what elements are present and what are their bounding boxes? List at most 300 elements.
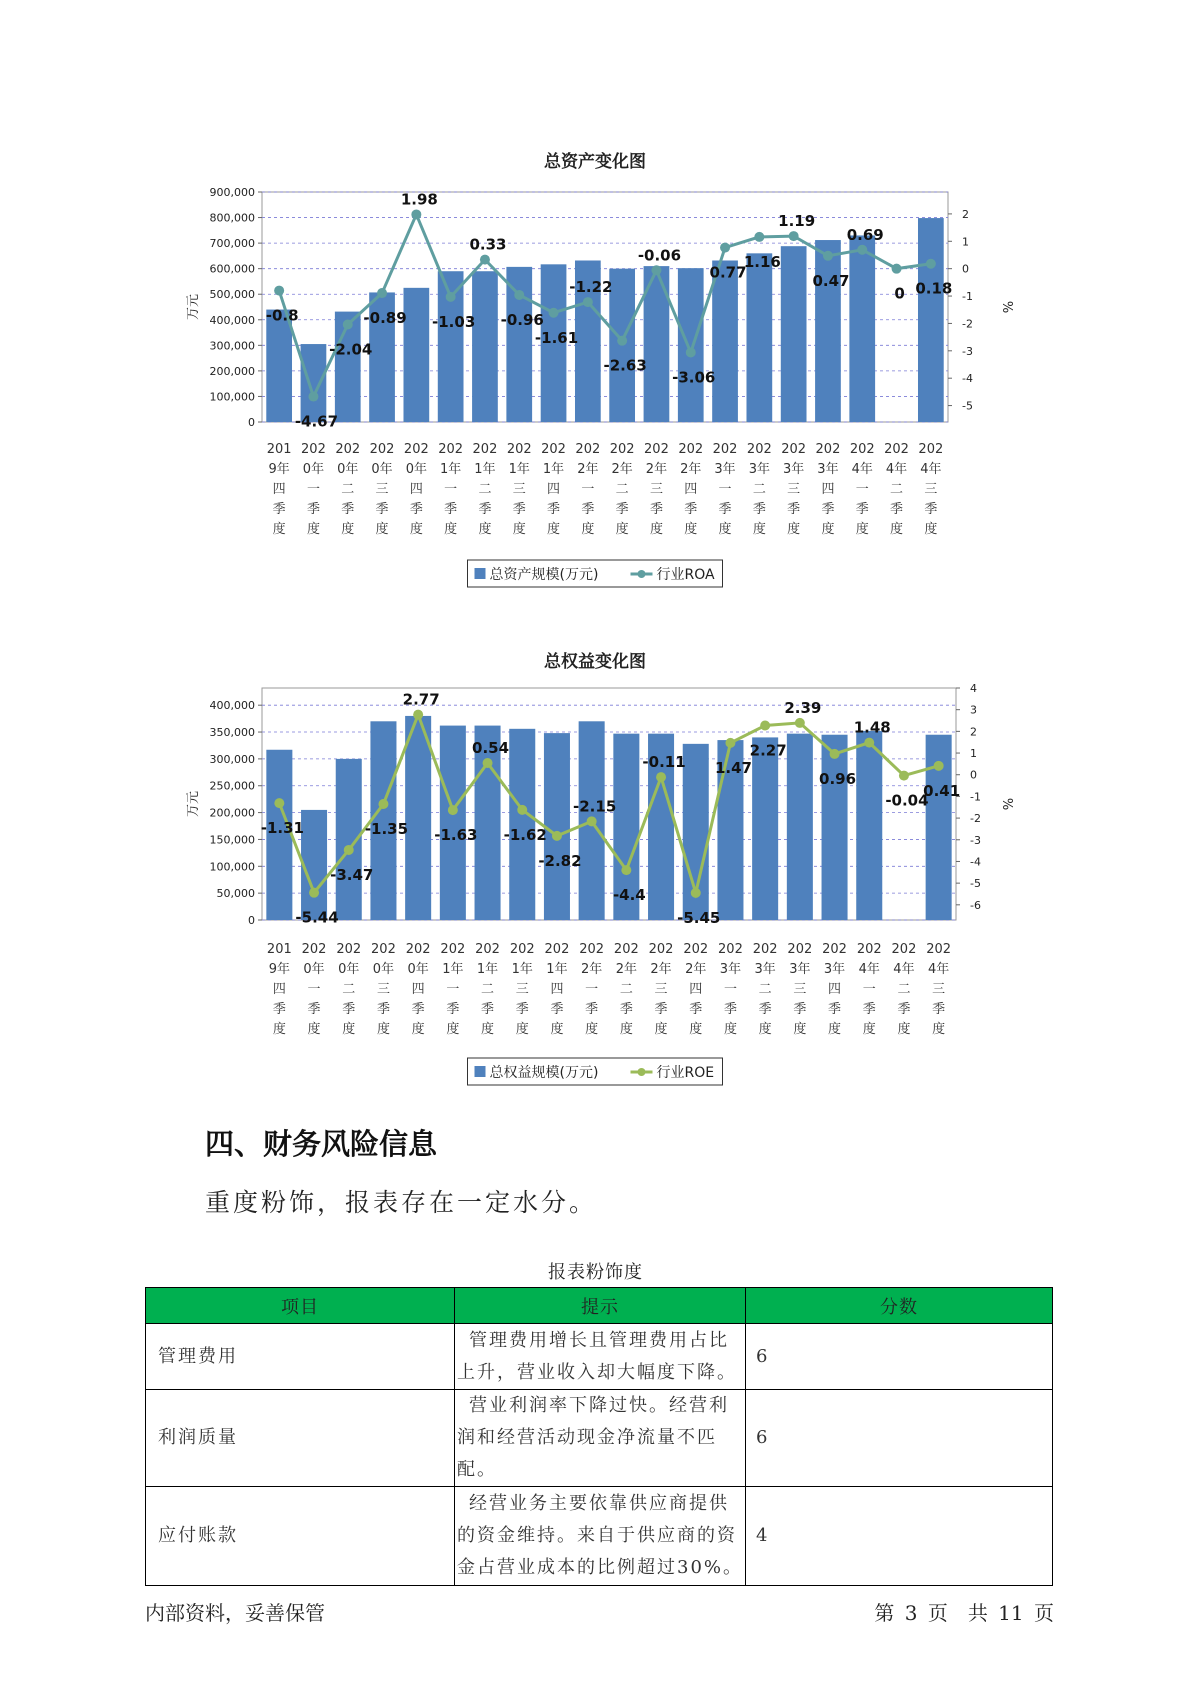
x-tick-label: 202 — [787, 942, 813, 957]
x-tick-label: 度 — [342, 1022, 356, 1037]
data-label: -0.89 — [363, 309, 407, 328]
x-tick-label: 2年 — [581, 962, 603, 977]
x-tick-label: 202 — [405, 942, 431, 957]
data-label: -1.22 — [569, 278, 613, 297]
chart-title: 总资产变化图 — [544, 152, 646, 172]
data-label: -5.44 — [295, 908, 339, 927]
bar — [266, 310, 292, 422]
data-label: -0.04 — [885, 791, 929, 810]
data-label: 2.27 — [749, 741, 787, 760]
x-tick-label: 度 — [649, 522, 663, 537]
x-tick-label: 季 — [619, 1002, 633, 1017]
y-tick-label: 50,000 — [216, 887, 255, 901]
total-equity-chart-svg — [0, 640, 1191, 1090]
x-tick-label: 季 — [684, 502, 698, 517]
data-label: 0.47 — [812, 271, 850, 290]
x-tick-label: 3年 — [714, 462, 736, 477]
x-tick-label: 2年 — [615, 962, 637, 977]
x-tick-label: 4年 — [858, 962, 880, 977]
x-tick-label: 202 — [541, 442, 566, 457]
bar — [712, 260, 738, 422]
legend-label-bar: 总资产规模(万元) — [489, 567, 599, 583]
data-label: 1.47 — [714, 758, 752, 777]
x-tick-label: 度 — [411, 1022, 425, 1037]
data-label: 2.77 — [402, 690, 440, 709]
x-tick-label: 季 — [821, 502, 835, 517]
x-tick-label: 度 — [821, 522, 835, 537]
x-tick-label: 202 — [403, 442, 429, 457]
y-tick-label: 200,000 — [209, 364, 255, 378]
bar — [849, 235, 875, 422]
x-tick-label: 四 — [550, 982, 564, 997]
line-point — [587, 816, 597, 826]
y2-axis-label: % — [999, 797, 1014, 811]
data-label: -5.45 — [677, 908, 721, 927]
total-assets-chart — [0, 140, 1191, 590]
x-tick-label: 0年 — [337, 462, 359, 477]
row-score: 6 — [746, 1390, 1053, 1487]
line-point — [892, 264, 902, 274]
x-tick-label: 202 — [746, 442, 772, 457]
line-point — [934, 761, 944, 771]
x-tick-label: 4年 — [920, 462, 942, 477]
y-tick-label: 400,000 — [209, 699, 255, 713]
x-tick-label: 度 — [512, 522, 526, 537]
x-tick-label: 3年 — [783, 462, 805, 477]
header-score: 分数 — [746, 1288, 1053, 1324]
line-point — [480, 255, 490, 265]
bar — [509, 729, 535, 920]
data-label: 2.39 — [784, 698, 822, 717]
x-tick-label: 0年 — [407, 962, 429, 977]
x-tick-label: 202 — [718, 942, 743, 957]
x-tick-label: 季 — [409, 502, 423, 517]
x-tick-label: 202 — [678, 442, 704, 457]
table-caption: 报表粉饰度 — [548, 1262, 643, 1283]
line-point — [725, 738, 735, 748]
line-point — [343, 320, 353, 330]
row-hint: 营业利润率下降过快。经营利润和经营活动现金净流量不匹配。 — [455, 1390, 746, 1487]
row-item: 管理费用 — [146, 1324, 455, 1390]
y2-tick-label: 3 — [970, 703, 977, 717]
x-tick-label: 度 — [547, 522, 561, 537]
x-tick-label: 度 — [306, 522, 320, 537]
x-tick-label: 季 — [446, 1002, 460, 1017]
x-tick-label: 度 — [550, 1022, 564, 1037]
x-tick-label: 202 — [506, 442, 532, 457]
x-tick-label: 一 — [446, 982, 460, 997]
bar — [472, 271, 498, 422]
data-label: 0.41 — [923, 781, 961, 800]
line-point — [621, 865, 631, 875]
x-tick-label: 季 — [307, 1002, 321, 1017]
x-tick-label: 1年 — [440, 462, 462, 477]
total-equity-chart — [0, 640, 1191, 1090]
x-tick-label: 季 — [654, 1002, 668, 1017]
x-tick-label: 一 — [723, 982, 737, 997]
data-label: 1.19 — [778, 212, 816, 231]
x-tick-label: 202 — [822, 942, 847, 957]
x-tick-label: 二 — [341, 482, 355, 497]
x-tick-label: 202 — [644, 442, 669, 457]
x-tick-label: 度 — [615, 522, 629, 537]
line-point — [720, 243, 730, 253]
y2-tick-label: -2 — [970, 812, 981, 826]
legend-swatch-point — [638, 1068, 646, 1076]
row-hint: 经营业务主要依靠供应商提供的资金维持。来自于供应商的资金占营业成本的比例超过30%。 — [455, 1487, 746, 1586]
x-tick-label: 3年 — [789, 962, 811, 977]
y-tick-label: 200,000 — [209, 806, 255, 820]
x-tick-label: 季 — [855, 502, 869, 517]
x-tick-label: 季 — [581, 502, 595, 517]
x-tick-label: 一 — [862, 982, 876, 997]
x-tick-label: 202 — [815, 442, 841, 457]
x-tick-label: 度 — [376, 1022, 390, 1037]
x-tick-label: 202 — [613, 942, 639, 957]
x-tick-label: 度 — [444, 522, 458, 537]
x-tick-label: 202 — [438, 442, 464, 457]
x-tick-label: 季 — [512, 502, 526, 517]
data-label: -1.61 — [534, 328, 579, 347]
data-label: -2.04 — [329, 340, 373, 359]
x-tick-label: 202 — [648, 942, 674, 957]
x-tick-label: 季 — [787, 502, 801, 517]
line-point — [795, 718, 805, 728]
line-point — [514, 290, 524, 300]
data-label: -3.06 — [672, 368, 716, 387]
x-tick-label: 度 — [828, 1022, 842, 1037]
x-tick-label: 202 — [683, 942, 709, 957]
x-tick-label: 202 — [371, 942, 396, 957]
x-tick-label: 202 — [849, 442, 875, 457]
bar — [787, 734, 813, 920]
x-tick-label: 季 — [890, 502, 904, 517]
row-item: 利润质量 — [146, 1390, 455, 1487]
line-point — [651, 265, 661, 275]
x-tick-label: 三 — [654, 982, 668, 997]
section-title: 四、财务风险信息 — [205, 1127, 438, 1161]
x-tick-label: 季 — [828, 1002, 842, 1017]
x-tick-label: 季 — [723, 1002, 737, 1017]
x-tick-label: 度 — [446, 1022, 460, 1037]
x-tick-label: 一 — [307, 982, 321, 997]
x-tick-label: 1年 — [476, 962, 499, 977]
y2-tick-label: 4 — [970, 682, 977, 695]
legend-label-bar: 总权益规模(万元) — [489, 1065, 599, 1081]
x-tick-label: 2年 — [577, 462, 599, 477]
x-tick-label: 度 — [855, 522, 869, 537]
x-tick-label: 202 — [752, 942, 778, 957]
line-point — [760, 721, 770, 731]
x-tick-label: 3年 — [823, 962, 846, 977]
line-point — [378, 799, 388, 809]
x-tick-label: 二 — [481, 982, 495, 997]
line-point — [691, 888, 701, 898]
bar — [405, 716, 431, 920]
x-tick-label: 度 — [585, 1022, 599, 1037]
data-label: -1.03 — [432, 312, 476, 331]
y2-tick-label: -4 — [970, 855, 981, 869]
x-tick-label: 202 — [336, 942, 362, 957]
y-tick-label: 600,000 — [209, 262, 255, 276]
y-tick-label: 0 — [248, 416, 255, 429]
footer-note: 内部资料，妥善保管 — [145, 1601, 325, 1625]
x-tick-label: 201 — [266, 942, 292, 957]
data-label: -2.15 — [573, 797, 617, 816]
x-tick-label: 度 — [478, 522, 492, 537]
x-tick-label: 2年 — [685, 962, 707, 977]
data-label: -4.4 — [612, 886, 646, 905]
x-tick-label: 1年 — [542, 462, 565, 477]
data-label: 0.96 — [819, 769, 857, 788]
risk-table — [145, 1287, 1053, 1586]
x-tick-label: 201 — [266, 442, 292, 457]
line-point — [823, 251, 833, 261]
y2-tick-label: -1 — [962, 290, 973, 304]
data-label: -1.35 — [364, 820, 409, 838]
x-tick-label: 季 — [411, 1002, 425, 1017]
x-tick-label: 一 — [306, 482, 320, 497]
x-tick-label: 三 — [649, 482, 663, 497]
x-tick-label: 一 — [855, 482, 869, 497]
line-point — [686, 347, 696, 357]
x-tick-label: 季 — [932, 1002, 946, 1017]
y-tick-label: 150,000 — [209, 833, 255, 847]
x-tick-label: 四 — [821, 482, 835, 497]
x-tick-label: 季 — [615, 502, 629, 517]
y2-tick-label: 1 — [970, 747, 977, 761]
x-tick-label: 202 — [544, 942, 570, 957]
x-tick-label: 三 — [932, 982, 946, 997]
x-tick-label: 3年 — [748, 462, 770, 477]
line-point — [413, 710, 423, 720]
x-tick-label: 4年 — [851, 462, 873, 477]
x-tick-label: 四 — [828, 982, 842, 997]
x-tick-label: 度 — [409, 522, 423, 537]
x-tick-label: 一 — [581, 482, 595, 497]
x-tick-label: 202 — [579, 942, 605, 957]
y2-tick-label: 0 — [970, 768, 977, 782]
y-tick-label: 900,000 — [209, 186, 255, 199]
legend-swatch-bar — [475, 568, 486, 579]
line-point — [656, 772, 666, 782]
x-tick-label: 3年 — [754, 962, 776, 977]
x-tick-label: 季 — [515, 1002, 529, 1017]
data-label: 0.77 — [709, 263, 747, 282]
line-point — [448, 805, 458, 815]
line-point — [552, 831, 562, 841]
x-tick-label: 季 — [481, 1002, 495, 1017]
y2-axis-label: % — [999, 300, 1014, 314]
line-point — [377, 288, 387, 298]
data-label: -0.8 — [265, 306, 299, 325]
line-point — [274, 286, 284, 296]
y-tick-label: 400,000 — [209, 313, 255, 327]
table-row — [146, 1487, 1053, 1586]
data-label: 1.98 — [400, 190, 438, 209]
x-tick-label: 季 — [444, 502, 458, 517]
y2-tick-label: -4 — [962, 372, 973, 386]
line-point — [308, 392, 318, 402]
x-tick-label: 度 — [890, 522, 904, 537]
x-tick-label: 季 — [924, 502, 938, 517]
x-tick-label: 季 — [376, 1002, 390, 1017]
x-tick-label: 0年 — [371, 462, 393, 477]
y-tick-label: 250,000 — [209, 779, 255, 793]
x-tick-label: 季 — [585, 1002, 599, 1017]
x-tick-label: 202 — [918, 442, 944, 457]
x-tick-label: 202 — [781, 442, 807, 457]
x-tick-label: 三 — [515, 982, 529, 997]
x-tick-label: 三 — [787, 482, 801, 497]
y-tick-label: 700,000 — [209, 237, 255, 251]
total-assets-chart-svg — [0, 140, 1191, 590]
line-point — [446, 292, 456, 302]
line-point — [309, 888, 319, 898]
x-tick-label: 4年 — [928, 962, 950, 977]
x-tick-label: 季 — [375, 502, 389, 517]
data-label: -2.63 — [603, 356, 647, 375]
x-tick-label: 四 — [411, 982, 425, 997]
x-tick-label: 度 — [581, 522, 595, 537]
x-tick-label: 202 — [301, 942, 327, 957]
x-tick-label: 202 — [509, 942, 535, 957]
bar — [752, 737, 778, 920]
bar — [918, 218, 944, 422]
x-tick-label: 二 — [342, 982, 356, 997]
line-point — [583, 297, 593, 307]
x-tick-label: 4年 — [893, 962, 915, 977]
x-tick-label: 季 — [752, 502, 766, 517]
x-tick-label: 度 — [272, 1022, 286, 1037]
x-tick-label: 度 — [924, 522, 938, 537]
x-tick-label: 四 — [689, 982, 703, 997]
x-tick-label: 度 — [515, 1022, 529, 1037]
x-tick-label: 二 — [619, 982, 633, 997]
x-tick-label: 202 — [475, 942, 500, 957]
y2-tick-label: -5 — [970, 877, 981, 891]
bar — [781, 246, 807, 422]
x-tick-label: 3年 — [817, 462, 839, 477]
line-point — [899, 771, 909, 781]
x-tick-label: 2年 — [645, 462, 668, 477]
bar — [403, 288, 429, 422]
line-point — [483, 758, 493, 768]
y2-tick-label: -5 — [962, 399, 973, 413]
header-item: 项目 — [146, 1288, 455, 1324]
x-tick-label: 度 — [481, 1022, 495, 1037]
x-tick-label: 季 — [342, 1002, 356, 1017]
x-tick-label: 202 — [575, 442, 601, 457]
data-label: -0.11 — [642, 753, 686, 772]
x-tick-label: 季 — [478, 502, 492, 517]
line-point — [274, 798, 284, 808]
x-tick-label: 度 — [654, 1022, 668, 1037]
x-tick-label: 季 — [550, 1002, 564, 1017]
y-tick-label: 0 — [248, 914, 255, 927]
x-tick-label: 二 — [897, 982, 911, 997]
y-axis-label: 万元 — [186, 790, 201, 818]
data-label: 0.33 — [469, 235, 507, 254]
x-tick-label: 三 — [793, 982, 807, 997]
x-tick-label: 二 — [890, 482, 904, 497]
data-label: 0.18 — [915, 279, 953, 298]
line-point — [344, 845, 354, 855]
y2-tick-label: 0 — [962, 262, 969, 276]
x-tick-label: 季 — [758, 1002, 772, 1017]
data-label: -0.96 — [500, 310, 544, 329]
x-tick-label: 2年 — [680, 462, 702, 477]
data-label: -3.47 — [330, 865, 374, 884]
data-label: 0.54 — [472, 739, 510, 758]
x-tick-label: 三 — [375, 482, 389, 497]
x-tick-label: 0年 — [338, 962, 360, 977]
x-tick-label: 度 — [684, 522, 698, 537]
line-point — [411, 209, 421, 219]
x-tick-label: 季 — [689, 1002, 703, 1017]
legend-label-line: 行业ROE — [656, 1065, 715, 1081]
x-tick-label: 二 — [758, 982, 772, 997]
x-tick-label: 季 — [272, 502, 286, 517]
x-tick-label: 度 — [718, 522, 732, 537]
y2-tick-label: -3 — [962, 344, 973, 358]
bar — [301, 344, 327, 422]
y-tick-label: 500,000 — [209, 288, 255, 302]
x-tick-label: 度 — [341, 522, 355, 537]
x-tick-label: 季 — [862, 1002, 876, 1017]
x-tick-label: 202 — [856, 942, 882, 957]
x-tick-label: 0年 — [302, 462, 325, 477]
data-label: -1.63 — [434, 826, 478, 845]
x-tick-label: 0年 — [372, 962, 395, 977]
row-hint: 管理费用增长且管理费用占比上升，营业收入却大幅度下降。 — [455, 1324, 746, 1390]
x-tick-label: 二 — [615, 482, 629, 497]
y-tick-label: 300,000 — [209, 752, 255, 766]
x-tick-label: 202 — [712, 442, 738, 457]
y2-tick-label: -3 — [970, 833, 981, 847]
row-item: 应付账款 — [146, 1487, 455, 1586]
data-label: -4.67 — [294, 412, 339, 431]
x-tick-label: 202 — [472, 442, 498, 457]
x-tick-label: 1年 — [508, 462, 530, 477]
x-tick-label: 度 — [272, 522, 286, 537]
x-tick-label: 度 — [862, 1022, 876, 1037]
x-tick-label: 三 — [512, 482, 526, 497]
x-tick-label: 2年 — [650, 962, 672, 977]
legend-swatch-point — [638, 570, 646, 578]
x-tick-label: 度 — [932, 1022, 946, 1037]
x-tick-label: 9年 — [268, 962, 290, 977]
x-tick-label: 202 — [891, 942, 917, 957]
y2-tick-label: 2 — [962, 207, 969, 221]
data-label: 1.48 — [853, 718, 891, 737]
bar — [746, 253, 772, 422]
x-tick-label: 2年 — [611, 462, 633, 477]
x-tick-label: 季 — [718, 502, 732, 517]
x-tick-label: 季 — [547, 502, 561, 517]
line-point — [926, 259, 936, 269]
y2-tick-label: -2 — [962, 317, 973, 331]
x-tick-label: 三 — [376, 982, 390, 997]
x-tick-label: 二 — [478, 482, 492, 497]
y-tick-label: 350,000 — [209, 726, 255, 740]
x-tick-label: 202 — [609, 442, 635, 457]
x-tick-label: 1年 — [442, 962, 464, 977]
data-label: -1.62 — [503, 825, 547, 844]
x-tick-label: 202 — [369, 442, 395, 457]
x-tick-label: 度 — [307, 1022, 321, 1037]
line-point — [857, 245, 867, 255]
